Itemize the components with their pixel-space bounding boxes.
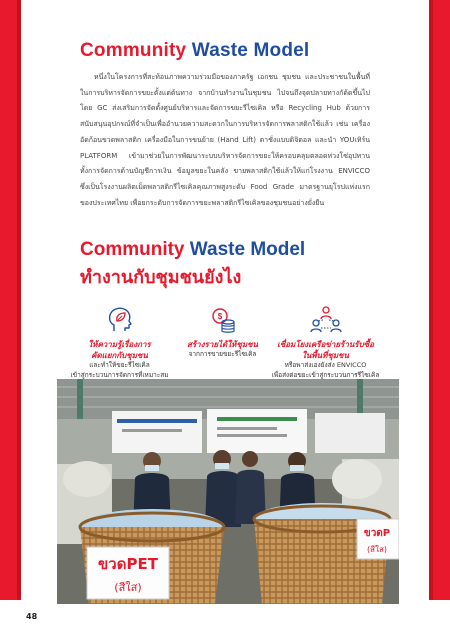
feature-1-title-line2: คัดแยกกับชุมชน xyxy=(91,351,148,360)
feature-1-title xyxy=(62,339,177,361)
sign-1-line2: (สีใส) xyxy=(114,581,142,594)
feature-2-desc xyxy=(165,350,280,360)
section-title-community: Community xyxy=(80,239,185,260)
intro-paragraph: หนึ่งในโครงการที่สะท้อนภาพความร่วมมือของภาครัฐ เอกชน ชุมชน และประชาชนในพื้นที่ในการบริหารจัดการขยะตั้งแต่ต้นทาง จากบ้านทำงานในชุมชน ไปจนถึงจุดปลายทางกัด้ดขึ้นไปโดย GC ส่งเสริมการจัดตั้งศูนย์บริหารและจัดการขยะรีไซเคิล หรือ Recycling Hub ด้วยการสนับสนุนอุปกรณ์ที่จำเป็นเพื่ออำนวยความสะดวกในการบริหารจัดการพลาสติกใช้แล้ว เช่น เครื่องอัดก้อนขวดพลาสติก เครื่องมือในการขนย้าย (Hand Lift) ตาชั่งแบบดิจิตอล และนำ YOUเทิร์น PLATFORM เข้ามาช่วยในการพัฒนาระบบบริหารจัดการขยะให้ครอบคลุมตลอดห่วงโซ่อุปทาน ทั้งการจัดการด้านบัญชีการเงิน ข้อมูลขยะในคลัง ขายพลาสติกใช้แล้วให้แก่โรงงาน ENVICCO ซึ่งเป็นโรงงานผลิตเม็ดพลาสติกรีไซเคิลคุณภาพสูงระดับ Food Grade มาตรฐานยุโรปแห่งแรกของประเทศไทย เพื่อยกระดับการจัดการขยะพลาสติกรีไซเคิลของชุมชนอย่างยั่งยืน xyxy=(80,73,370,207)
sign-1-line1: ขวดPET xyxy=(98,555,158,573)
feature-1-desc-line1: และทำให้ขยะรีไซเคิล xyxy=(89,361,150,369)
sign-2-line1: ขวดP xyxy=(363,528,391,539)
feature-3-title xyxy=(268,339,383,361)
feature-2-desc-line1: จากการขายขยะรีไซเคิล xyxy=(188,350,257,358)
section-title xyxy=(80,239,305,261)
feature-network xyxy=(268,305,383,390)
left-red-bar xyxy=(0,0,21,600)
feature-education xyxy=(62,305,177,380)
feature-1-desc-line2: เข้าสู่กระบวนการจัดการที่เหมาะสม xyxy=(70,370,169,379)
section-subtitle: ทำงานกับชุมชนยังไง xyxy=(80,267,242,287)
section-title-waste-model: Waste Model xyxy=(189,239,306,260)
coins-icon xyxy=(208,305,238,335)
head-leaf-icon xyxy=(105,305,135,335)
page-title xyxy=(80,40,309,62)
page-number: 48 xyxy=(26,612,38,621)
sign-2-line2: (สีใส) xyxy=(367,545,387,554)
feature-2-title-line1: สร้างรายได้ให้ชุมชน xyxy=(186,340,259,349)
svg-text:$: $ xyxy=(217,312,222,321)
feature-3-title-line2: ในพื้นที่ชุมชน xyxy=(302,351,349,360)
people-network-icon xyxy=(309,305,343,335)
recycling-photo xyxy=(57,379,399,604)
feature-1-title-line1: ให้ความรู้เรื่องการ xyxy=(88,340,151,349)
feature-1-desc xyxy=(62,361,177,380)
title-word-community: Community xyxy=(80,40,187,61)
feature-2-title xyxy=(165,339,280,350)
feature-3-desc-line2: เพื่อส่งต่อขยะเข้าสู่กระบวนการรีไซเคิล xyxy=(271,370,380,379)
feature-income xyxy=(165,305,280,360)
title-word-waste-model: Waste Model xyxy=(191,40,310,61)
feature-3-title-line1: เชื่อมโยงเครือข่ายร้านรับซื้อ xyxy=(277,340,374,349)
recycling-scene xyxy=(57,379,399,604)
feature-3-desc-line1: หรือพาส่งเองยังส่ง ENVICCO xyxy=(284,361,367,369)
right-red-bar xyxy=(429,0,450,600)
